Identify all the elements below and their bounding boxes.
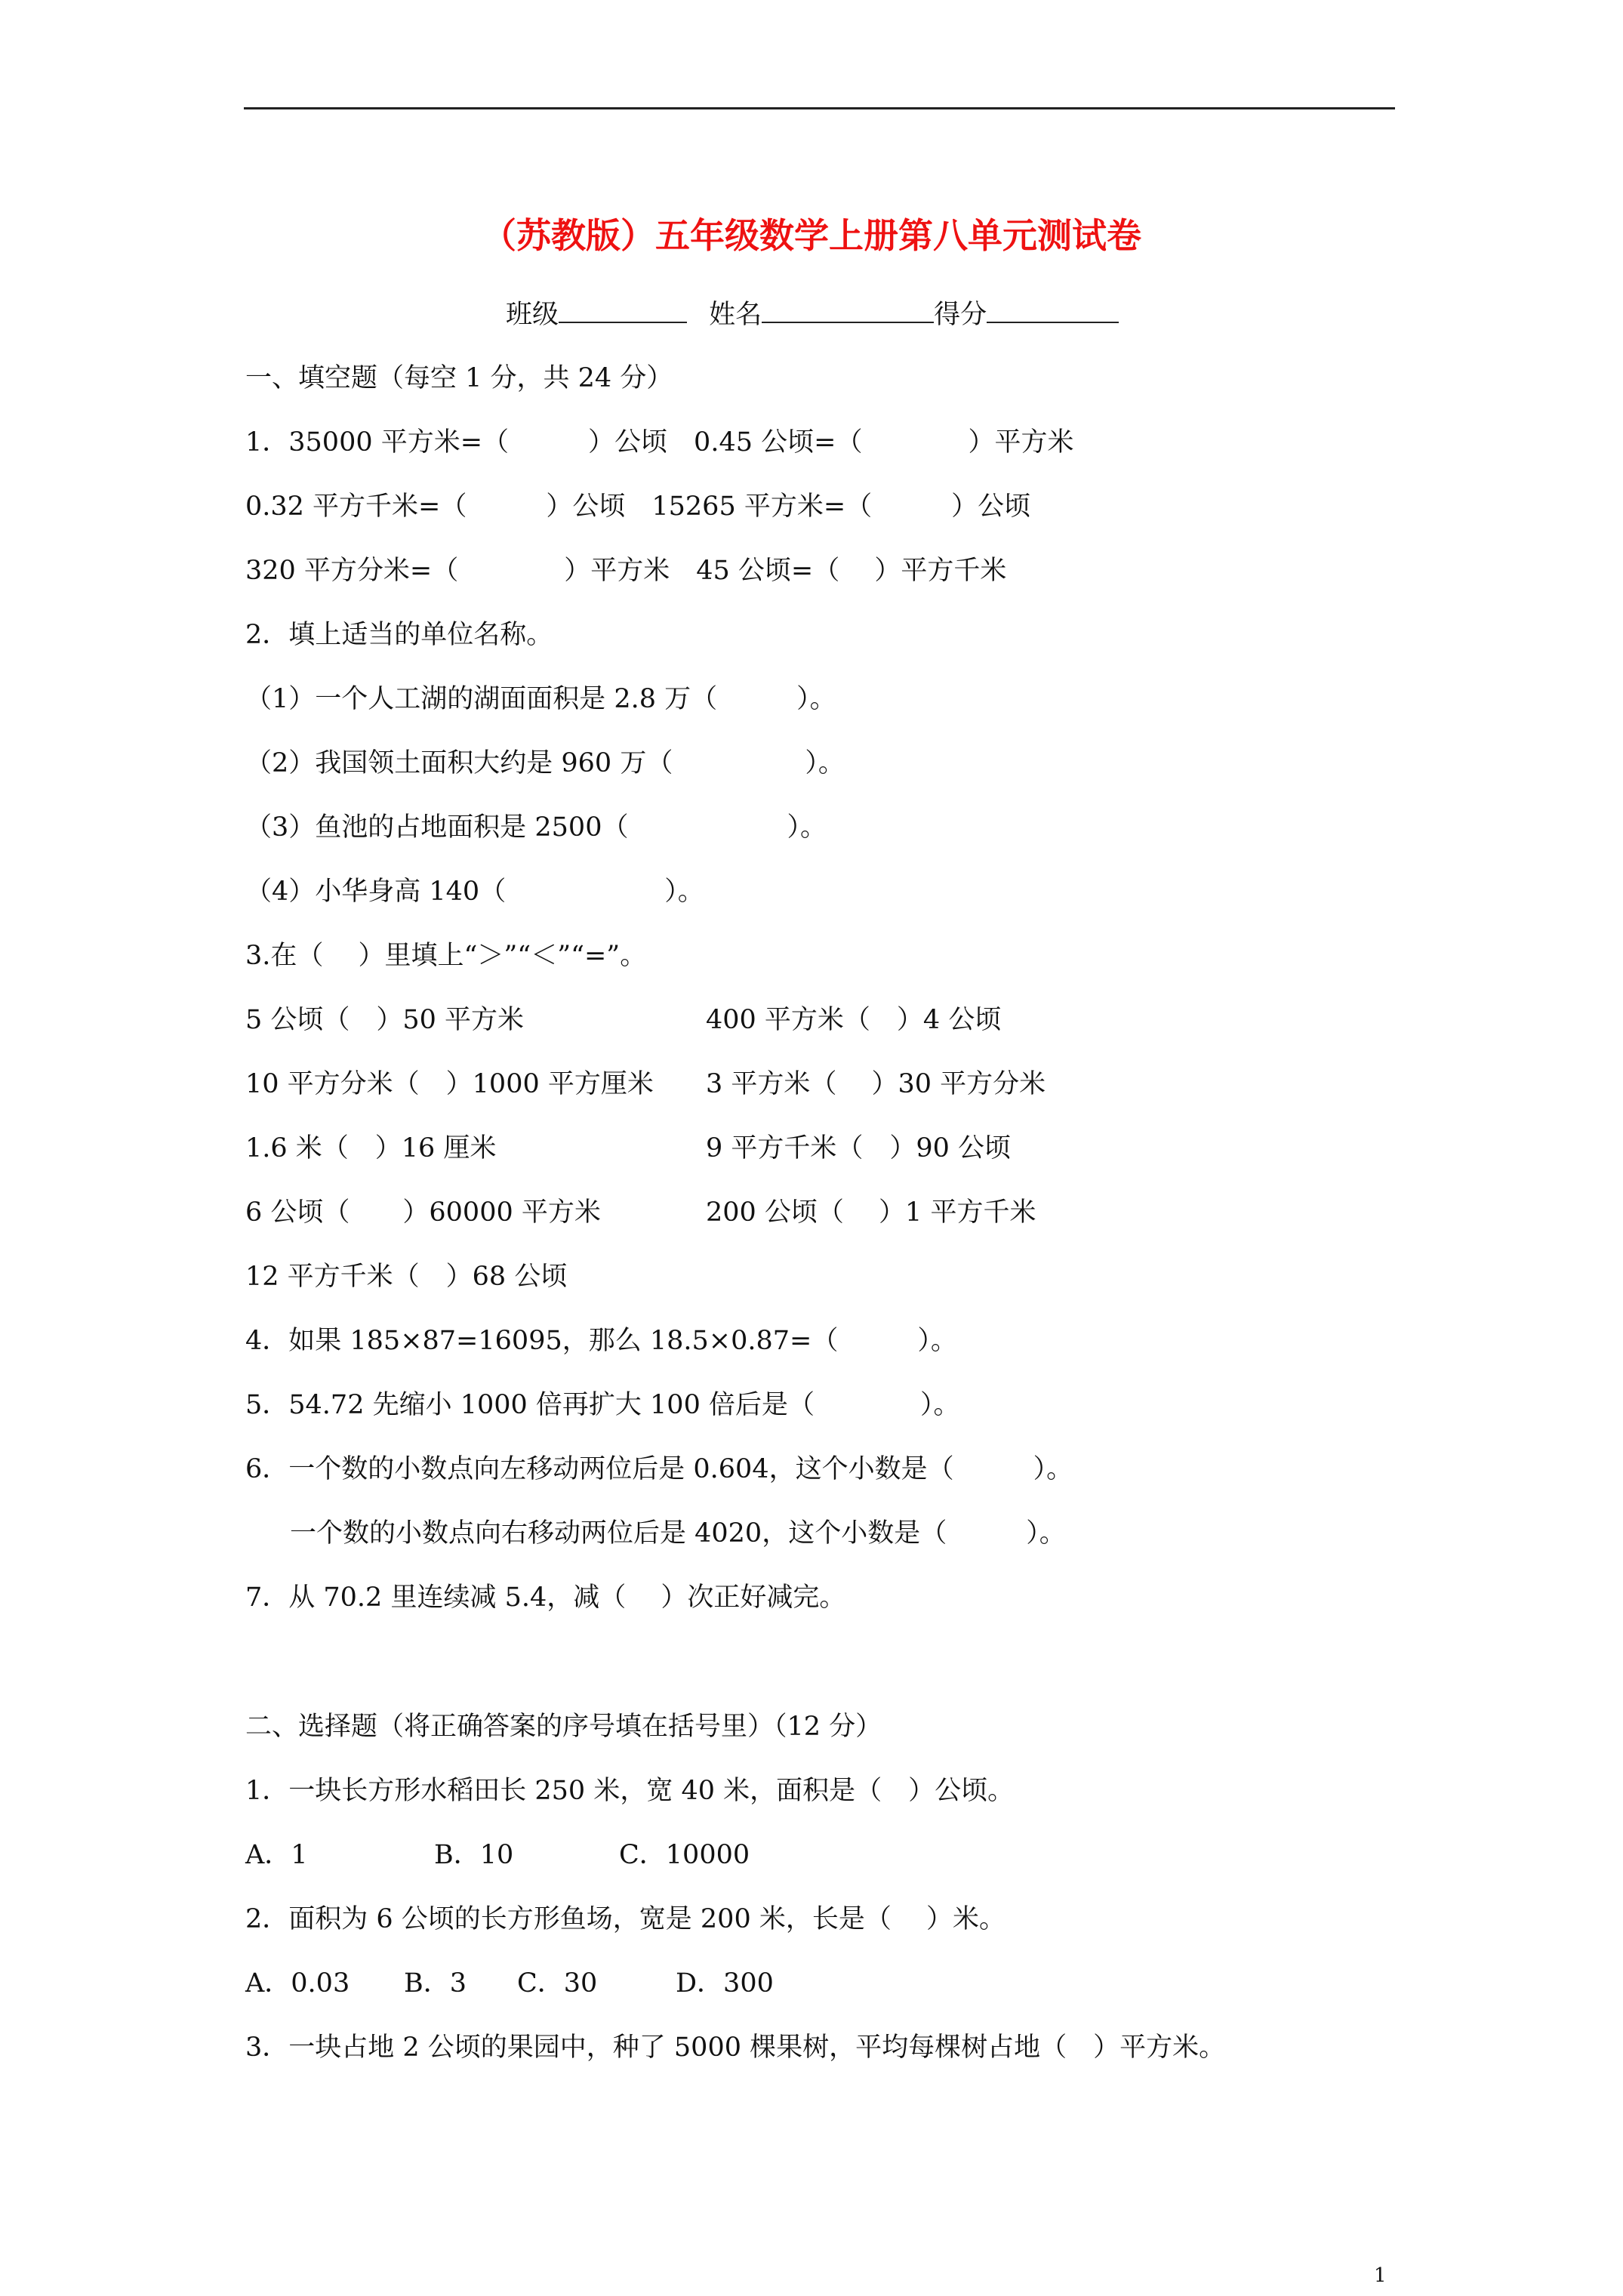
page-number: 1 — [1374, 2264, 1387, 2287]
q3-right-1: 400 平方米（ ）4 公顷 — [706, 1005, 1002, 1035]
q6-line-a: 6．一个数的小数点向左移动两位后是 0.604，这个小数是（ ）。 — [245, 1454, 1073, 1484]
section2-heading: 二、选择题（将正确答案的序号填在括号里）（12 分） — [245, 1712, 882, 1742]
q3-right-2: 3 平方米（ ）30 平方分米 — [706, 1069, 1046, 1099]
class-blank — [559, 296, 687, 323]
s2-q2-option-c: C．30 — [517, 1968, 598, 1999]
q2-item-2: （2）我国领土面积大约是 960 万（ ）。 — [245, 748, 845, 778]
s2-q1-stem: 1．一块长方形水稻田长 250 米，宽 40 米，面积是（ ）公顷。 — [245, 1776, 1015, 1806]
header-rule — [244, 107, 1395, 109]
q3-stem: 3.在（ ）里填上“＞”“＜”“=”。 — [245, 941, 647, 971]
s2-q1-option-b: B．10 — [434, 1840, 514, 1870]
q3-right-4: 200 公顷（ ）1 平方千米 — [706, 1197, 1036, 1228]
q2-item-1: （1）一个人工湖的湖面面积是 2.8 万（ ）。 — [245, 684, 836, 714]
q3-left-5: 12 平方千米（ ）68 公顷 — [245, 1262, 568, 1292]
name-blank — [762, 296, 934, 323]
score-label: 得分 — [934, 300, 987, 330]
q2-stem: 2．填上适当的单位名称。 — [245, 620, 553, 650]
s2-q2-option-d: D．300 — [676, 1968, 774, 1999]
q2-item-3: （3）鱼池的占地面积是 2500（ ）。 — [245, 812, 827, 843]
q3-left-1: 5 公顷（ ）50 平方米 — [245, 1005, 525, 1035]
student-info-line — [506, 296, 1119, 334]
q6-line-b: 一个数的小数点向右移动两位后是 4020，这个小数是（ ）。 — [290, 1518, 1066, 1549]
s2-q1-option-a: A．1 — [245, 1840, 308, 1870]
q3-left-2: 10 平方分米（ ）1000 平方厘米 — [245, 1069, 654, 1099]
s2-q3-stem: 3．一块占地 2 公顷的果园中，种了 5000 棵果树，平均每棵树占地（ ）平方米。 — [245, 2032, 1226, 2063]
name-label: 姓名 — [709, 300, 762, 330]
q1-line-c: 320 平方分米=（ ）平方米 45 公顷=（ ）平方千米 — [245, 556, 1007, 586]
exam-title: （苏教版）五年级数学上册第八单元测试卷 — [482, 215, 1141, 256]
section1-heading: 一、填空题（每空 1 分，共 24 分） — [245, 363, 673, 393]
q4: 4．如果 185×87=16095，那么 18.5×0.87=（ ）。 — [245, 1326, 957, 1356]
q3-left-3: 1.6 米（ ）16 厘米 — [245, 1133, 497, 1163]
q7: 7．从 70.2 里连续减 5.4，减（ ）次正好减完。 — [245, 1583, 846, 1613]
s2-q2-option-a: A．0.03 — [245, 1968, 350, 1999]
q1-line-a: 1．35000 平方米=（ ）公顷 0.45 公顷=（ ）平方米 — [245, 427, 1074, 458]
q2-item-4: （4）小华身高 140（ ）。 — [245, 877, 704, 907]
q1-line-b: 0.32 平方千米=（ ）公顷 15265 平方米=（ ）公顷 — [245, 492, 1031, 522]
q3-left-4: 6 公顷（ ）60000 平方米 — [245, 1197, 601, 1228]
q3-right-3: 9 平方千米（ ）90 公顷 — [706, 1133, 1012, 1163]
s2-q2-stem: 2．面积为 6 公顷的长方形鱼场，宽是 200 米，长是（ ）米。 — [245, 1904, 1006, 1934]
q5: 5．54.72 先缩小 1000 倍再扩大 100 倍后是（ ）。 — [245, 1390, 960, 1420]
s2-q1-option-c: C．10000 — [619, 1840, 750, 1870]
score-blank — [987, 296, 1119, 323]
s2-q2-option-b: B．3 — [404, 1968, 467, 1999]
class-label: 班级 — [506, 300, 559, 330]
